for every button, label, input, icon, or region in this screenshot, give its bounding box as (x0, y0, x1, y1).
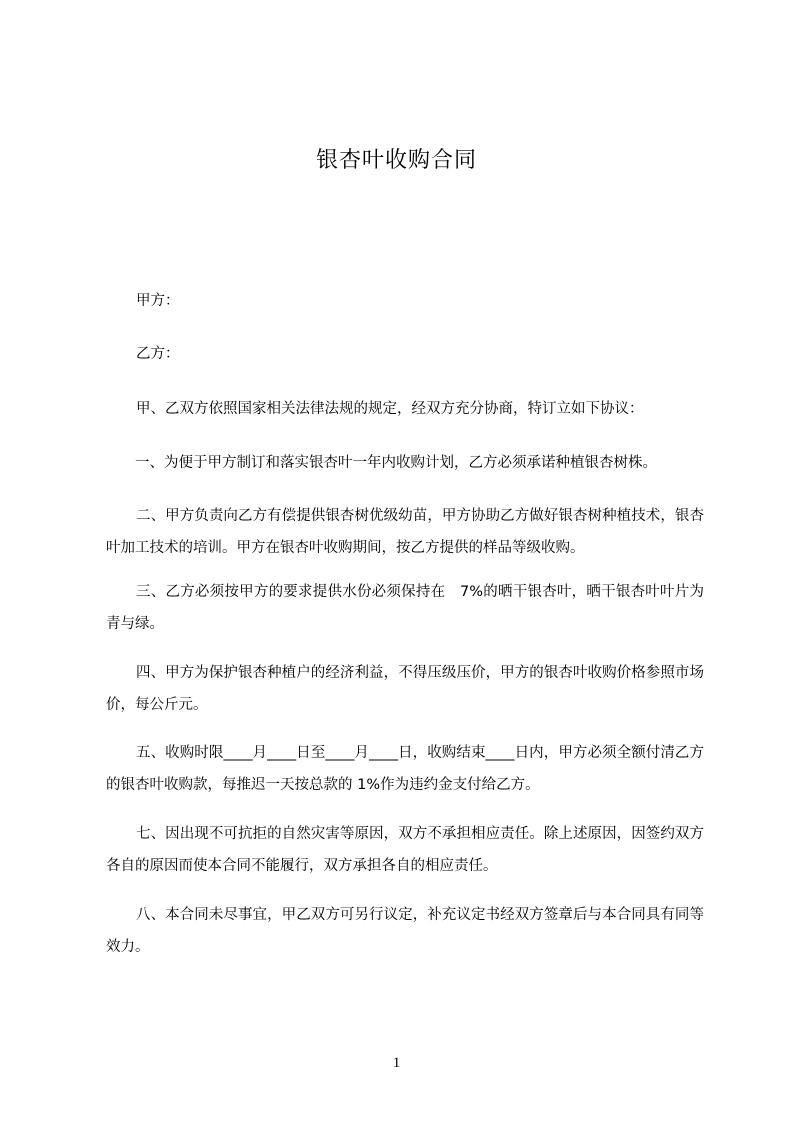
party-b-line: 乙方： (136, 346, 180, 362)
document-title: 银杏叶收购合同 (315, 148, 477, 173)
party-a-line: 甲方： (136, 293, 180, 309)
clause-5-paragraph: 五、收购时限____月____日至____月____日，收购结束____日内，甲方必须全额付清乙方的银杏叶收购款，每推迟一天按总款的 1%作为违约金支付给乙方。 (106, 745, 704, 793)
clause-2-paragraph: 二、甲方负责向乙方有偿提供银杏树优级幼苗，甲方协助乙方做好银杏树种植技术，银杏叶加工技术的培训。甲方在银杏叶收购期间，按乙方提供的样品等级收购。 (106, 508, 704, 556)
clause-3-paragraph: 三、乙方必须按甲方的要求提供水份必须保持在 7%的晒干银杏叶，晒干银杏叶叶片为青与绿。 (106, 584, 704, 632)
clause-8-paragraph: 八、本合同未尽事宜，甲乙双方可另行议定，补充议定书经双方签章后与本合同具有同等效力。 (106, 907, 704, 955)
clause-4-paragraph: 四、甲方为保护银杏种植户的经济利益，不得压级压价，甲方的银杏叶收购价格参照市场价，每公斤元。 (106, 665, 704, 713)
clause-7-paragraph: 七、因出现不可抗拒的自然灾害等原因，双方不承担相应责任。除上述原因，因签约双方各自的原因而使本合同不能履行，双方承担各自的相应责任。 (106, 826, 704, 874)
clause-1-paragraph: 一、为便于甲方制订和落实银杏叶一年内收购计划，乙方必须承诺种植银杏树株。 (135, 455, 657, 471)
preamble-paragraph: 甲、乙双方依照国家相关法律法规的规定，经双方充分协商，特订立如下协议： (136, 401, 644, 417)
page-number: 1 (392, 1055, 401, 1071)
